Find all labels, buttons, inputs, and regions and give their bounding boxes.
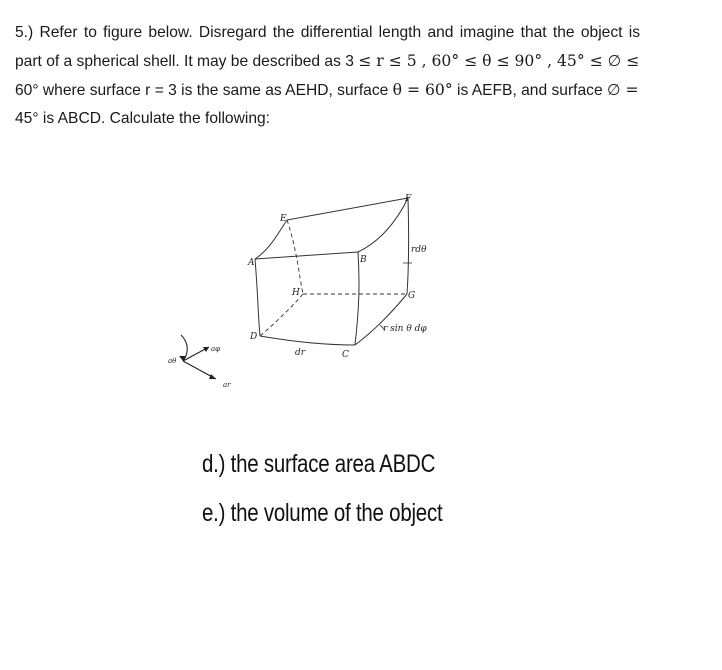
unit-vector-triad <box>181 335 216 379</box>
problem-line-2b: ≤ r ≤ 5 , 60° ≤ θ ≤ 90° , 45° ≤ ∅ ≤ <box>358 52 640 70</box>
edge-AB <box>255 252 358 259</box>
questions-list <box>202 440 442 538</box>
label-B: B <box>360 255 367 265</box>
edge-EF <box>287 198 408 220</box>
label-a-theta: aθ <box>168 357 177 365</box>
label-H: H <box>292 288 300 298</box>
problem-line-3a: 60° where surface r = 3 is the same as AEHD, surface <box>15 82 389 99</box>
edge-DC <box>260 336 355 345</box>
label-G: G <box>408 291 416 301</box>
problem-line-2a: part of a spherical shell. It may be described as 3 <box>15 53 354 70</box>
edge-BC <box>355 252 359 345</box>
problem-line-3d: ∅ = <box>606 81 639 99</box>
problem-line-3b: θ = 60° <box>392 81 453 99</box>
label-a-phi: aφ <box>211 345 221 353</box>
label-dr: dr <box>295 348 306 358</box>
label-a-r: ar <box>223 381 231 389</box>
label-E: E <box>280 214 287 224</box>
problem-line-1: 5.) Refer to figure below. Disregard the differential length and imagine that the object is <box>15 24 640 41</box>
label-C: C <box>342 350 349 360</box>
label-A: A <box>248 258 255 268</box>
question-d: d.) the surface area ABDC <box>202 450 436 478</box>
edge-FG <box>407 198 409 294</box>
edge-AE <box>255 220 287 259</box>
edge-AD <box>255 259 260 336</box>
edge-CG <box>355 294 407 345</box>
label-r-sin-dphi: r sin θ dφ <box>383 324 427 334</box>
hidden-edge-HD <box>260 294 303 336</box>
problem-line-3c: is AEFB, and surface <box>457 82 603 99</box>
problem-line-3 <box>15 76 640 105</box>
label-D: D <box>250 332 258 342</box>
question-e: e.) the volume of the object <box>202 499 443 527</box>
problem-statement <box>15 19 640 133</box>
figure-svg <box>165 185 460 395</box>
spherical-element-figure <box>165 185 460 395</box>
label-r-dtheta: rdθ <box>411 245 427 255</box>
problem-line-2 <box>15 47 640 76</box>
problem-line-4: 45° is ABCD. Calculate the following: <box>15 110 270 127</box>
a-r-arrowhead <box>209 374 216 379</box>
label-F: F <box>405 194 412 204</box>
